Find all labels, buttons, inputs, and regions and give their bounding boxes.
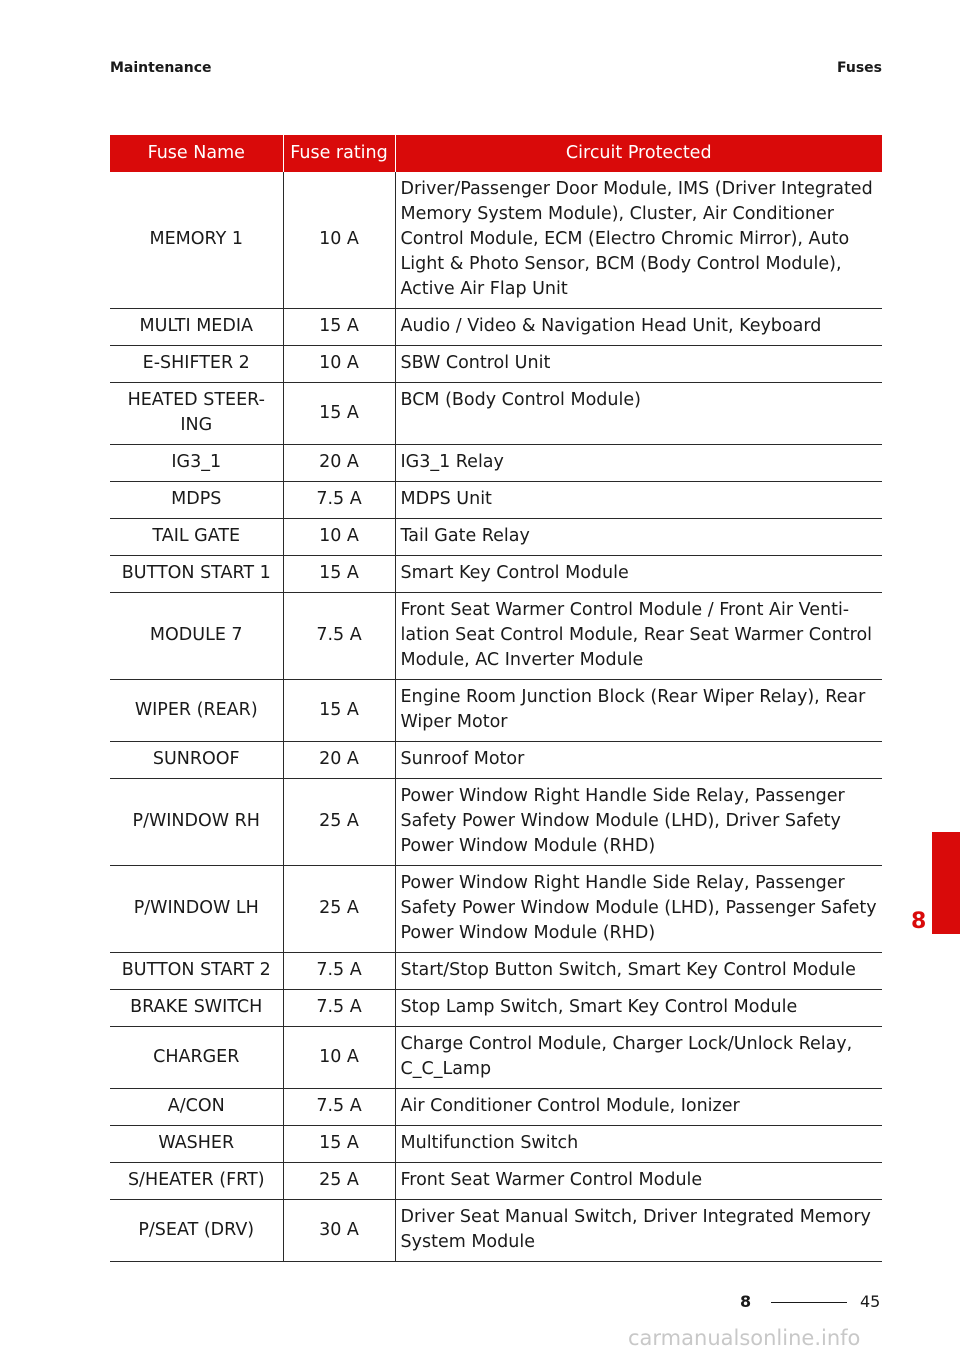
circuit-cell: Air Conditioner Control Module, Ionizer — [395, 1089, 882, 1126]
table-row — [110, 346, 882, 383]
circuit-cell: Stop Lamp Switch, Smart Key Control Module — [395, 990, 882, 1027]
chapter-side-tab — [932, 832, 960, 934]
circuit-cell: Tail Gate Relay — [395, 519, 882, 556]
circuit-cell: Sunroof Motor — [395, 742, 882, 779]
circuit-cell: Front Seat Warmer Control Module — [395, 1163, 882, 1200]
fuse-rating-cell: 15 A — [283, 383, 395, 445]
table-header-row — [110, 135, 882, 172]
fuse-name-cell: P/WINDOW RH — [110, 779, 283, 866]
fuse-name-cell: MDPS — [110, 482, 283, 519]
table-row — [110, 1163, 882, 1200]
fuse-rating-cell: 20 A — [283, 742, 395, 779]
table-row — [110, 172, 882, 309]
circuit-cell: Driver/Passenger Door Module, IMS (Driver Integrated Memory System Module), Cluster, Air Conditioner Control Module, ECM (Electro Chromic Mirror), Auto Light & Photo Sensor, BCM (Body Control Module), Active Air Flap Unit — [395, 172, 882, 309]
fuse-rating-cell: 20 A — [283, 445, 395, 482]
table-row — [110, 866, 882, 953]
footer-chapter: 8 — [740, 1292, 752, 1311]
table-row — [110, 556, 882, 593]
fuse-name-cell: A/CON — [110, 1089, 283, 1126]
circuit-cell: Engine Room Junction Block (Rear Wiper Relay), Rear Wiper Motor — [395, 680, 882, 742]
fuse-name-cell: WASHER — [110, 1126, 283, 1163]
fuse-name-cell: BRAKE SWITCH — [110, 990, 283, 1027]
fuse-name-cell: P/WINDOW LH — [110, 866, 283, 953]
fuse-rating-cell: 7.5 A — [283, 1089, 395, 1126]
circuit-cell: SBW Control Unit — [395, 346, 882, 383]
fuse-table — [110, 135, 882, 1262]
circuit-cell: Front Seat Warmer Control Module / Front Air Venti-lation Seat Control Module, Rear Seat Warmer Control Module, AC Inverter Module — [395, 593, 882, 680]
circuit-cell: MDPS Unit — [395, 482, 882, 519]
footer-page-number: 45 — [860, 1292, 881, 1311]
fuse-rating-cell: 30 A — [283, 1200, 395, 1262]
circuit-cell: Smart Key Control Module — [395, 556, 882, 593]
table-row — [110, 680, 882, 742]
column-header-circuit-protected: Circuit Protected — [395, 135, 882, 172]
table-row — [110, 383, 882, 445]
fuse-rating-cell: 25 A — [283, 866, 395, 953]
fuse-name-cell: BUTTON START 1 — [110, 556, 283, 593]
fuse-name-cell: HEATED STEER-ING — [110, 383, 283, 445]
fuse-name-cell: P/SEAT (DRV) — [110, 1200, 283, 1262]
chapter-side-number: 8 — [911, 909, 927, 934]
fuse-name-cell: CHARGER — [110, 1027, 283, 1089]
fuse-rating-cell: 7.5 A — [283, 953, 395, 990]
fuse-rating-cell: 10 A — [283, 172, 395, 309]
table-row — [110, 990, 882, 1027]
table-row — [110, 482, 882, 519]
table-row — [110, 445, 882, 482]
fuse-rating-cell: 15 A — [283, 680, 395, 742]
table-row — [110, 779, 882, 866]
fuse-rating-cell: 7.5 A — [283, 482, 395, 519]
fuse-name-cell: WIPER (REAR) — [110, 680, 283, 742]
fuse-rating-cell: 10 A — [283, 519, 395, 556]
fuse-name-cell: TAIL GATE — [110, 519, 283, 556]
fuse-rating-cell: 15 A — [283, 309, 395, 346]
fuse-name-cell: IG3_1 — [110, 445, 283, 482]
table-row — [110, 1200, 882, 1262]
fuse-name-cell: E-SHIFTER 2 — [110, 346, 283, 383]
fuse-name-cell: BUTTON START 2 — [110, 953, 283, 990]
table-row — [110, 742, 882, 779]
fuse-name-cell: SUNROOF — [110, 742, 283, 779]
column-header-fuse-rating: Fuse rating — [283, 135, 395, 172]
circuit-cell: Audio / Video & Navigation Head Unit, Keyboard — [395, 309, 882, 346]
fuse-name-cell: MODULE 7 — [110, 593, 283, 680]
header-topic: Fuses — [837, 60, 882, 76]
watermark: carmanualsonline.info — [628, 1326, 861, 1350]
header-section: Maintenance — [110, 60, 212, 76]
table-row — [110, 1027, 882, 1089]
table-row — [110, 593, 882, 680]
circuit-cell: Multifunction Switch — [395, 1126, 882, 1163]
fuse-rating-cell: 25 A — [283, 779, 395, 866]
fuse-rating-cell: 7.5 A — [283, 593, 395, 680]
fuse-rating-cell: 15 A — [283, 556, 395, 593]
footer-divider — [771, 1302, 847, 1303]
fuse-rating-cell: 25 A — [283, 1163, 395, 1200]
table-row — [110, 1126, 882, 1163]
circuit-cell: Charge Control Module, Charger Lock/Unlock Relay, C_C_Lamp — [395, 1027, 882, 1089]
table-row — [110, 309, 882, 346]
fuse-rating-cell: 7.5 A — [283, 990, 395, 1027]
table-row — [110, 519, 882, 556]
fuse-name-cell: MEMORY 1 — [110, 172, 283, 309]
fuse-rating-cell: 15 A — [283, 1126, 395, 1163]
fuse-rating-cell: 10 A — [283, 1027, 395, 1089]
circuit-cell: Power Window Right Handle Side Relay, Passenger Safety Power Window Module (LHD), Driver Safety Power Window Module (RHD) — [395, 779, 882, 866]
circuit-cell: IG3_1 Relay — [395, 445, 882, 482]
column-header-fuse-name: Fuse Name — [110, 135, 283, 172]
fuse-name-cell: S/HEATER (FRT) — [110, 1163, 283, 1200]
circuit-cell: Start/Stop Button Switch, Smart Key Control Module — [395, 953, 882, 990]
fuse-rating-cell: 10 A — [283, 346, 395, 383]
table-row — [110, 953, 882, 990]
circuit-cell: Driver Seat Manual Switch, Driver Integrated Memory System Module — [395, 1200, 882, 1262]
table-row — [110, 1089, 882, 1126]
fuse-name-cell: MULTI MEDIA — [110, 309, 283, 346]
circuit-cell: Power Window Right Handle Side Relay, Passenger Safety Power Window Module (LHD), Passenger Safety Power Window Module (RHD) — [395, 866, 882, 953]
circuit-cell: BCM (Body Control Module) — [395, 383, 882, 445]
